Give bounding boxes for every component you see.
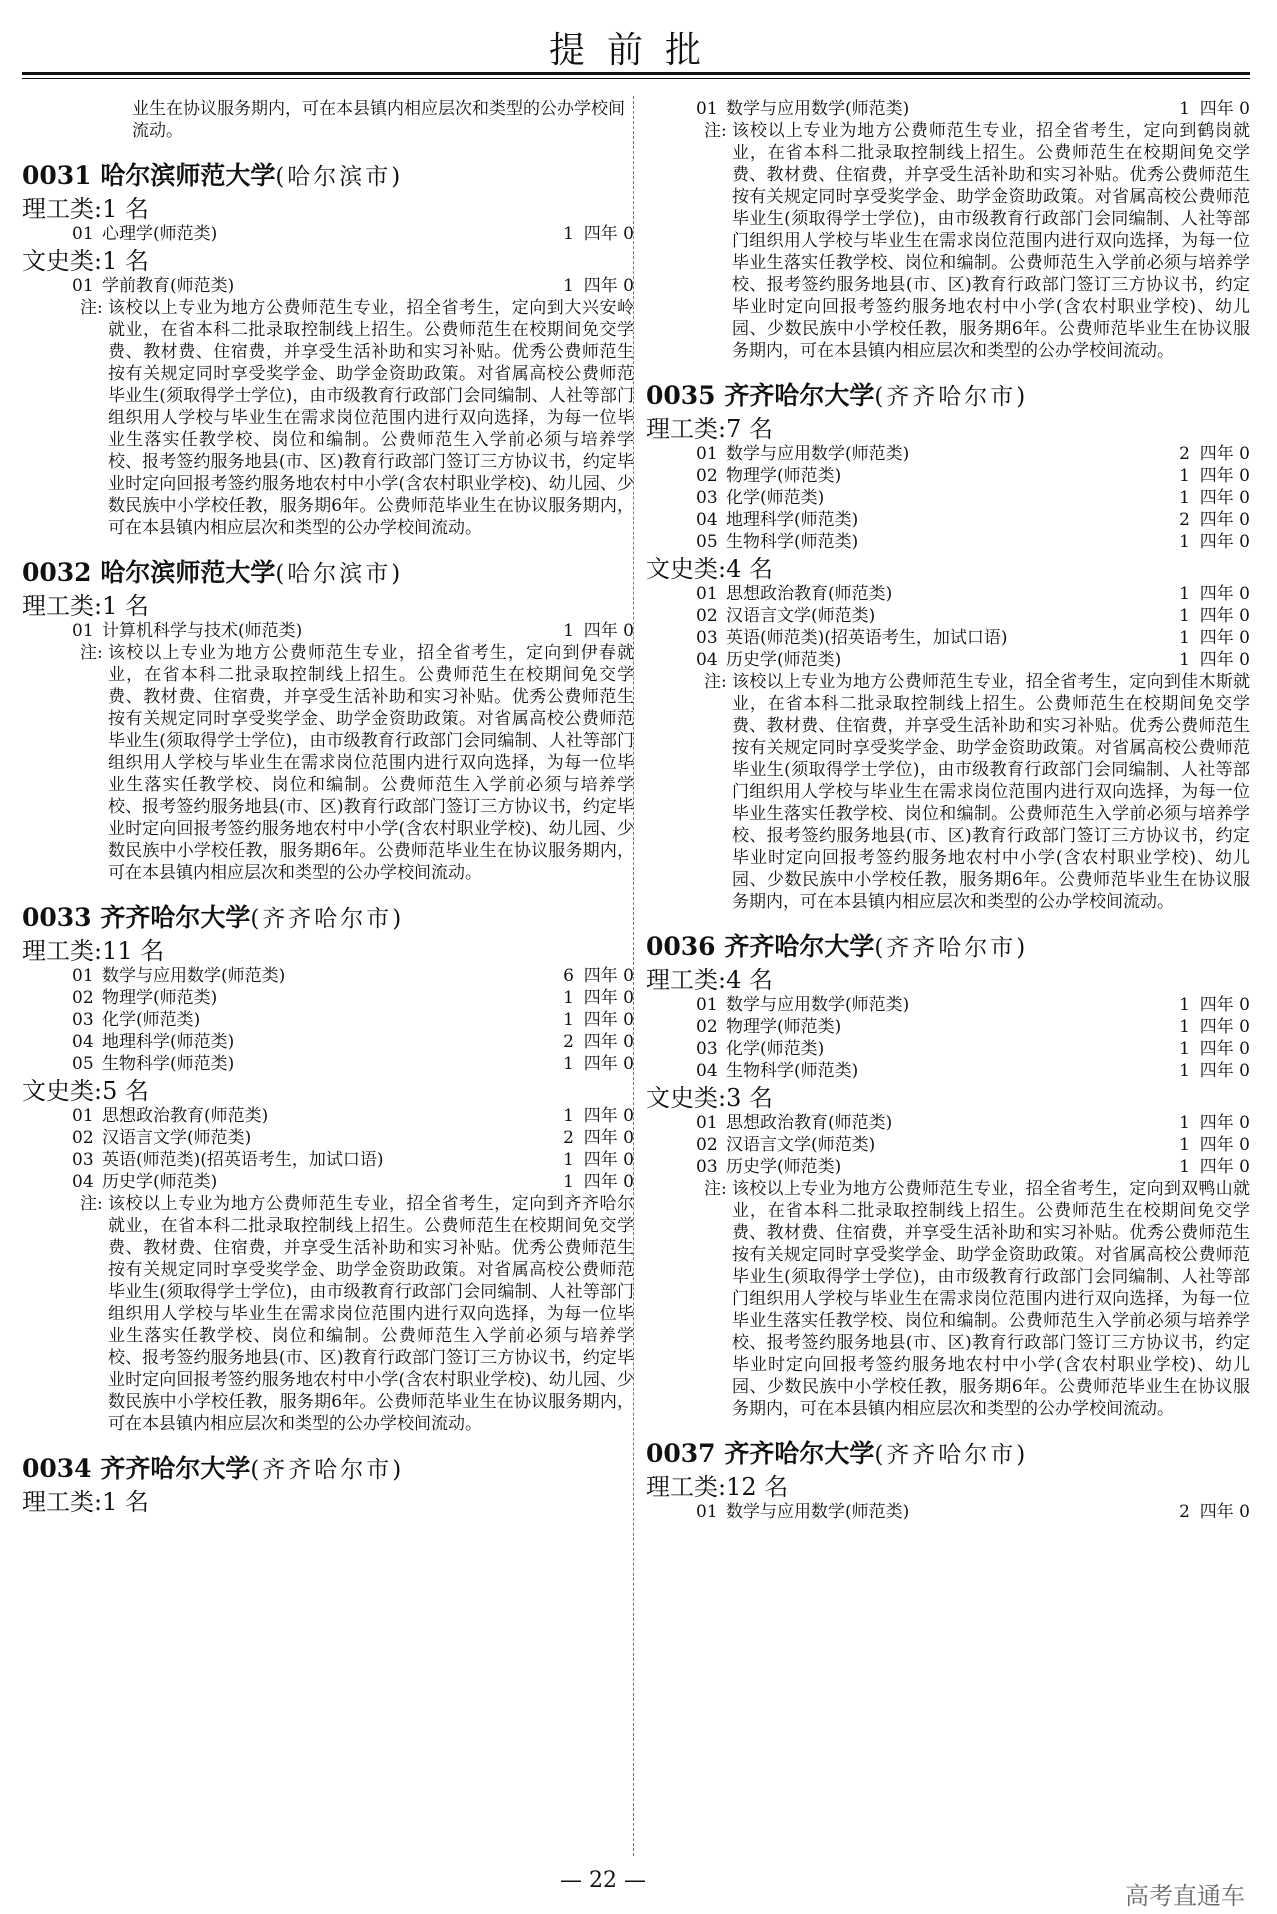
major-row	[22, 620, 634, 642]
major-years: 四年 0	[1199, 628, 1250, 648]
university-block	[22, 557, 634, 884]
major-code: 02	[696, 1135, 718, 1155]
major-row	[646, 649, 1250, 671]
major-row	[22, 1105, 634, 1127]
major-code: 02	[72, 1128, 94, 1148]
university-name: 齐齐哈尔大学	[724, 381, 875, 410]
major-years: 四年 0	[1199, 1039, 1250, 1059]
major-row	[646, 443, 1250, 465]
university-city: (齐齐哈尔市)	[874, 935, 1029, 961]
major-row	[646, 98, 1250, 120]
major-code: 03	[72, 1150, 94, 1170]
university-city: (哈尔滨市)	[275, 561, 404, 587]
university-block	[646, 931, 1250, 1420]
major-years: 四年 0	[1199, 1017, 1250, 1037]
major-name: 思想政治教育(师范类)	[726, 1113, 893, 1133]
university-city: (哈尔滨市)	[275, 164, 404, 190]
university-city: (齐齐哈尔市)	[250, 906, 405, 932]
major-years: 四年 0	[583, 1010, 634, 1030]
note-block	[22, 1193, 634, 1435]
university-city: (齐齐哈尔市)	[250, 1457, 405, 1483]
university-code: 0033	[22, 903, 92, 932]
category-label: 理工类:1 名	[22, 592, 149, 620]
major-quota: 1	[563, 1150, 574, 1170]
page-header	[22, 0, 1250, 84]
major-years: 四年 0	[583, 988, 634, 1008]
major-years: 四年 0	[1199, 444, 1250, 464]
university-code: 0035	[646, 381, 716, 410]
major-row	[646, 1156, 1250, 1178]
major-years: 四年 0	[583, 1106, 634, 1126]
major-code: 02	[696, 466, 718, 486]
major-quota: 1	[1179, 532, 1190, 552]
major-name: 生物科学(师范类)	[726, 1061, 859, 1081]
major-quota: 1	[563, 621, 574, 641]
note-block	[646, 120, 1250, 362]
university-code: 0031	[22, 161, 92, 190]
university-city: (齐齐哈尔市)	[874, 1442, 1029, 1468]
note-text: 该校以上专业为地方公费师范生专业，招全省考生，定向到大兴安岭就业，在省本科二批录取控制线上招生。公费师范生在校期间免交学费、教材费、住宿费，并享受生活补助和实习补贴。优秀公费师范生按有关规定同时享受奖学金、助学金资助政策。对省属高校公费师范毕业生(须取得学士学位)，由市级教育行政部门会同编制、人社等部门组织用人学校与毕业生在需求岗位范围内进行双向选择，为每一位毕业生落实任教学校、岗位和编制。公费师范生入学前必须与培养学校、报考签约服务地县(市、区)教育行政部门签订三方协议书，约定毕业时定向回报考签约服务地农村中小学(含农村职业学校)、幼儿园、少数民族中小学校任教，服务期6年。公费师范毕业生在协议服务期内，可在本县镇内相应层次和类型的公办学校间流动。	[108, 298, 634, 538]
major-name: 生物科学(师范类)	[726, 532, 859, 552]
major-name: 汉语言文学(师范类)	[102, 1128, 252, 1148]
major-code: 02	[696, 1017, 718, 1037]
university-name: 齐齐哈尔大学	[724, 932, 875, 961]
major-name: 思想政治教育(师范类)	[102, 1106, 269, 1126]
note-block	[22, 297, 634, 539]
note-label: 注:	[704, 672, 727, 692]
major-years: 四年 0	[583, 1054, 634, 1074]
major-quota: 2	[563, 1032, 574, 1052]
major-quota: 1	[1179, 1113, 1190, 1133]
major-years: 四年 0	[583, 966, 634, 986]
major-name: 地理科学(师范类)	[726, 510, 859, 530]
page-title: 提前批	[548, 30, 723, 71]
major-name: 历史学(师范类)	[726, 1157, 842, 1177]
major-name: 物理学(师范类)	[726, 466, 842, 486]
major-row	[646, 627, 1250, 649]
major-quota: 1	[1179, 606, 1190, 626]
major-years: 四年 0	[1199, 466, 1250, 486]
major-name: 数学与应用数学(师范类)	[726, 99, 910, 119]
university-block	[22, 1453, 634, 1516]
major-row	[646, 605, 1250, 627]
category-label: 理工类:7 名	[646, 415, 773, 443]
major-name: 英语(师范类)(招英语考生，加试口语)	[726, 628, 1008, 648]
major-quota: 1	[563, 1106, 574, 1126]
major-quota: 6	[563, 966, 574, 986]
major-code: 01	[72, 621, 94, 641]
major-row	[22, 275, 634, 297]
major-code: 01	[696, 584, 718, 604]
major-row	[22, 1171, 634, 1193]
major-quota: 1	[563, 1054, 574, 1074]
major-code: 04	[696, 1061, 718, 1081]
major-quota: 1	[1179, 1061, 1190, 1081]
major-code: 01	[696, 1113, 718, 1133]
note-block	[646, 671, 1250, 913]
major-quota: 1	[1179, 99, 1190, 119]
major-row	[22, 1149, 634, 1171]
major-name: 数学与应用数学(师范类)	[726, 1502, 910, 1522]
note-block	[646, 1178, 1250, 1420]
major-row	[22, 987, 634, 1009]
major-years: 四年 0	[1199, 532, 1250, 552]
category-label: 理工类:1 名	[22, 1488, 149, 1516]
major-row	[646, 509, 1250, 531]
major-quota: 1	[563, 1172, 574, 1192]
major-quota: 1	[1179, 650, 1190, 670]
note-text: 该校以上专业为地方公费师范生专业，招全省考生，定向到伊春就业，在省本科二批录取控制线上招生。公费师范生在校期间免交学费、教材费、住宿费，并享受生活补助和实习补贴。优秀公费师范生按有关规定同时享受奖学金、助学金资助政策。对省属高校公费师范毕业生(须取得学士学位)，由市级教育行政部门会同编制、人社等部门组织用人学校与毕业生在需求岗位范围内进行双向选择，为每一位毕业生落实任教学校、岗位和编制。公费师范生入学前必须与培养学校、报考签约服务地县(市、区)教育行政部门签订三方协议书，约定毕业时定向回报考签约服务地农村中小学(含农村职业学校)、幼儿园、少数民族中小学校任教，服务期6年。公费师范毕业生在协议服务期内，可在本县镇内相应层次和类型的公办学校间流动。	[108, 643, 634, 883]
major-name: 计算机科学与技术(师范类)	[102, 621, 303, 641]
major-row	[22, 1031, 634, 1053]
major-name: 历史学(师范类)	[102, 1172, 218, 1192]
category-label: 理工类:11 名	[22, 937, 165, 965]
left-column	[22, 98, 634, 1516]
major-row	[646, 1016, 1250, 1038]
major-code: 04	[696, 650, 718, 670]
major-row	[22, 223, 634, 245]
major-row	[646, 583, 1250, 605]
major-quota: 1	[1179, 466, 1190, 486]
major-name: 思想政治教育(师范类)	[726, 584, 893, 604]
major-code: 02	[696, 606, 718, 626]
university-name: 齐齐哈尔大学	[100, 903, 251, 932]
university-title	[22, 902, 634, 935]
major-name: 化学(师范类)	[102, 1010, 201, 1030]
major-years: 四年 0	[1199, 584, 1250, 604]
major-name: 地理科学(师范类)	[102, 1032, 235, 1052]
major-code: 03	[696, 628, 718, 648]
major-quota: 2	[1179, 444, 1190, 464]
major-years: 四年 0	[1199, 1502, 1250, 1522]
major-years: 四年 0	[583, 1172, 634, 1192]
university-title	[646, 1438, 1250, 1471]
major-name: 心理学(师范类)	[102, 224, 218, 244]
major-quota: 1	[1179, 584, 1190, 604]
note-text: 该校以上专业为地方公费师范生专业，招全省考生，定向到佳木斯就业，在省本科二批录取控制线上招生。公费师范生在校期间免交学费、教材费、住宿费，并享受生活补助和实习补贴。优秀公费师范生按有关规定同时享受奖学金、助学金资助政策。对省属高校公费师范毕业生(须取得学士学位)，由市级教育行政部门会同编制、人社等部门组织用人学校与毕业生在需求岗位范围内进行双向选择，为每一位毕业生落实任教学校、岗位和编制。公费师范生入学前必须与培养学校、报考签约服务地县(市、区)教育行政部门签订三方协议书，约定毕业时定向回报考签约服务地农村中小学(含农村职业学校)、幼儿园、少数民族中小学校任教，服务期6年。公费师范毕业生在协议服务期内，可在本县镇内相应层次和类型的公办学校间流动。	[732, 672, 1250, 912]
university-title	[646, 380, 1250, 413]
major-row	[646, 531, 1250, 553]
major-row	[646, 1134, 1250, 1156]
major-code: 01	[72, 1106, 94, 1126]
major-years: 四年 0	[1199, 650, 1250, 670]
note-label: 注:	[80, 298, 103, 318]
major-years: 四年 0	[1199, 510, 1250, 530]
major-name: 历史学(师范类)	[726, 650, 842, 670]
note-label: 注:	[80, 643, 103, 663]
major-years: 四年 0	[1199, 606, 1250, 626]
category-label: 理工类:1 名	[22, 195, 149, 223]
note-text: 该校以上专业为地方公费师范生专业，招全省考生，定向到齐齐哈尔就业，在省本科二批录取控制线上招生。公费师范生在校期间免交学费、教材费、住宿费，并享受生活补助和实习补贴。优秀公费师范生按有关规定同时享受奖学金、助学金资助政策。对省属高校公费师范毕业生(须取得学士学位)，由市级教育行政部门会同编制、人社等部门组织用人学校与毕业生在需求岗位范围内进行双向选择，为每一位毕业生落实任教学校、岗位和编制。公费师范生入学前必须与培养学校、报考签约服务地县(市、区)教育行政部门签订三方协议书，约定毕业时定向回报考签约服务地农村中小学(含农村职业学校)、幼儿园、少数民族中小学校任教，服务期6年。公费师范毕业生在协议服务期内，可在本县镇内相应层次和类型的公办学校间流动。	[108, 1194, 634, 1434]
note-label: 注:	[704, 121, 727, 141]
major-code: 04	[696, 510, 718, 530]
major-quota: 1	[1179, 628, 1190, 648]
university-city: (齐齐哈尔市)	[874, 384, 1029, 410]
header-rule-thin	[22, 78, 1250, 79]
category-label: 文史类:1 名	[22, 247, 149, 275]
university-block	[22, 902, 634, 1435]
major-code: 03	[696, 1157, 718, 1177]
major-code: 01	[696, 444, 718, 464]
major-row	[646, 994, 1250, 1016]
major-years: 四年 0	[583, 1150, 634, 1170]
major-name: 化学(师范类)	[726, 488, 825, 508]
major-row	[22, 1127, 634, 1149]
major-name: 学前教育(师范类)	[102, 276, 235, 296]
university-name: 齐齐哈尔大学	[724, 1439, 875, 1468]
column-divider	[633, 96, 634, 1856]
note-text: 该校以上专业为地方公费师范生专业，招全省考生，定向到双鸭山就业，在省本科二批录取控制线上招生。公费师范生在校期间免交学费、教材费、住宿费，并享受生活补助和实习补贴。优秀公费师范生按有关规定同时享受奖学金、助学金资助政策。对省属高校公费师范毕业生(须取得学士学位)，由市级教育行政部门会同编制、人社等部门组织用人学校与毕业生在需求岗位范围内进行双向选择，为每一位毕业生落实任教学校、岗位和编制。公费师范生入学前必须与培养学校、报考签约服务地县(市、区)教育行政部门签订三方协议书，约定毕业时定向回报考签约服务地农村中小学(含农村职业学校)、幼儿园、少数民族中小学校任教，服务期6年。公费师范毕业生在协议服务期内，可在本县镇内相应层次和类型的公办学校间流动。	[732, 1179, 1250, 1419]
university-title	[22, 557, 634, 590]
major-code: 01	[696, 995, 718, 1015]
major-name: 数学与应用数学(师范类)	[726, 444, 910, 464]
major-code: 01	[696, 1502, 718, 1522]
major-name: 英语(师范类)(招英语考生，加试口语)	[102, 1150, 384, 1170]
major-name: 数学与应用数学(师范类)	[102, 966, 286, 986]
major-years: 四年 0	[1199, 1135, 1250, 1155]
note-text: 该校以上专业为地方公费师范生专业，招全省考生，定向到鹤岗就业，在省本科二批录取控制线上招生。公费师范生在校期间免交学费、教材费、住宿费，并享受生活补助和实习补贴。优秀公费师范生按有关规定同时享受奖学金、助学金资助政策。对省属高校公费师范毕业生(须取得学士学位)，由市级教育行政部门会同编制、人社等部门组织用人学校与毕业生在需求岗位范围内进行双向选择，为每一位毕业生落实任教学校、岗位和编制。公费师范生入学前必须与培养学校、报考签约服务地县(市、区)教育行政部门签订三方协议书，约定毕业时定向回报考签约服务地农村中小学(含农村职业学校)、幼儿园、少数民族中小学校任教，服务期6年。公费师范毕业生在协议服务期内，可在本县镇内相应层次和类型的公办学校间流动。	[732, 121, 1250, 361]
major-name: 物理学(师范类)	[102, 988, 218, 1008]
major-quota: 1	[563, 988, 574, 1008]
note-block	[22, 642, 634, 884]
category-label: 文史类:4 名	[646, 555, 773, 583]
major-row	[646, 1060, 1250, 1082]
major-row	[646, 465, 1250, 487]
major-quota: 2	[1179, 1502, 1190, 1522]
major-name: 化学(师范类)	[726, 1039, 825, 1059]
major-name: 汉语言文学(师范类)	[726, 606, 876, 626]
major-code: 04	[72, 1172, 94, 1192]
note-label: 注:	[80, 1194, 103, 1214]
major-name: 汉语言文学(师范类)	[726, 1135, 876, 1155]
major-quota: 1	[1179, 1017, 1190, 1037]
major-name: 生物科学(师范类)	[102, 1054, 235, 1074]
major-code: 01	[72, 966, 94, 986]
major-code: 05	[696, 532, 718, 552]
major-years: 四年 0	[1199, 995, 1250, 1015]
university-name: 哈尔滨师范大学	[100, 161, 276, 190]
major-years: 四年 0	[1199, 1157, 1250, 1177]
major-years: 四年 0	[1199, 1113, 1250, 1133]
university-name: 齐齐哈尔大学	[100, 1454, 251, 1483]
university-block	[646, 1438, 1250, 1523]
university-block	[22, 160, 634, 539]
major-quota: 1	[1179, 1135, 1190, 1155]
right-column	[646, 98, 1250, 1523]
category-label: 理工类:12 名	[646, 1473, 789, 1501]
major-quota: 2	[1179, 510, 1190, 530]
major-quota: 1	[563, 1010, 574, 1030]
major-quota: 1	[563, 276, 574, 296]
major-years: 四年 0	[583, 1128, 634, 1148]
university-title	[22, 160, 634, 193]
major-row	[22, 965, 634, 987]
major-years: 四年 0	[583, 276, 634, 296]
major-quota: 1	[563, 224, 574, 244]
major-quota: 1	[1179, 1157, 1190, 1177]
university-title	[646, 931, 1250, 964]
major-code: 01	[696, 99, 718, 119]
major-years: 四年 0	[583, 224, 634, 244]
major-quota: 1	[1179, 488, 1190, 508]
intro-continuation: 业生在协议服务期内，可在本县镇内相应层次和类型的公办学校间流动。	[132, 99, 625, 141]
major-code: 01	[72, 224, 94, 244]
major-code: 01	[72, 276, 94, 296]
note-label: 注:	[704, 1179, 727, 1199]
major-row	[646, 487, 1250, 509]
major-years: 四年 0	[1199, 488, 1250, 508]
major-code: 03	[696, 488, 718, 508]
major-name: 数学与应用数学(师范类)	[726, 995, 910, 1015]
major-row	[22, 1053, 634, 1075]
major-code: 03	[696, 1039, 718, 1059]
university-block	[646, 380, 1250, 913]
university-code: 0037	[646, 1439, 716, 1468]
university-title	[22, 1453, 634, 1486]
category-label: 理工类:4 名	[646, 966, 773, 994]
major-code: 02	[72, 988, 94, 1008]
major-code: 05	[72, 1054, 94, 1074]
university-code: 0034	[22, 1454, 92, 1483]
major-row	[646, 1038, 1250, 1060]
header-rule	[22, 72, 1250, 75]
major-years: 四年 0	[1199, 99, 1250, 119]
major-years: 四年 0	[1199, 1061, 1250, 1081]
major-row	[646, 1501, 1250, 1523]
major-quota: 2	[563, 1128, 574, 1148]
page-number: — 22 —	[560, 1868, 646, 1893]
major-quota: 1	[1179, 995, 1190, 1015]
category-label: 文史类:5 名	[22, 1077, 149, 1105]
major-name: 物理学(师范类)	[726, 1017, 842, 1037]
university-name: 哈尔滨师范大学	[100, 558, 276, 587]
major-quota: 1	[1179, 1039, 1190, 1059]
major-code: 03	[72, 1010, 94, 1030]
university-code: 0032	[22, 558, 92, 587]
brand-watermark: 高考直通车	[1125, 1882, 1245, 1910]
university-code: 0036	[646, 932, 716, 961]
major-years: 四年 0	[583, 621, 634, 641]
major-row	[22, 1009, 634, 1031]
category-label: 文史类:3 名	[646, 1084, 773, 1112]
major-row	[646, 1112, 1250, 1134]
major-years: 四年 0	[583, 1032, 634, 1052]
major-code: 04	[72, 1032, 94, 1052]
